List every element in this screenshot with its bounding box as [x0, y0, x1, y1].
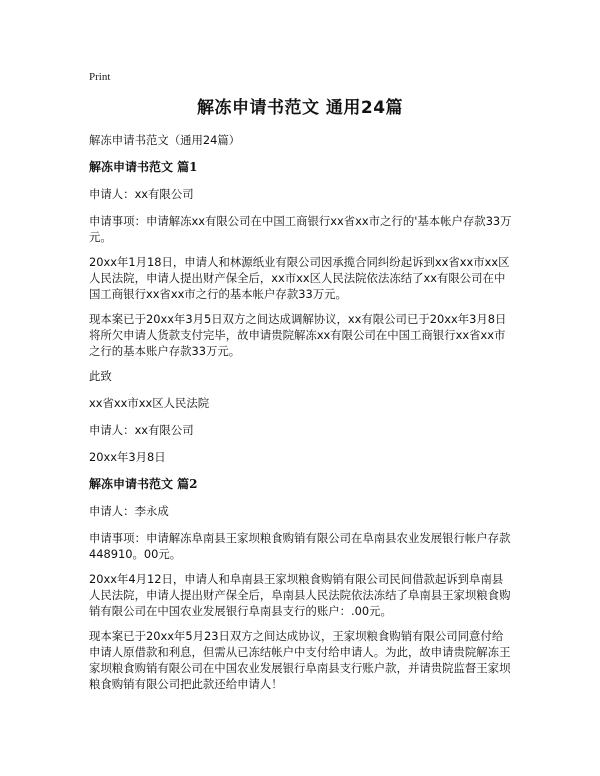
- section-heading: 解冻申请书范文 篇1: [89, 160, 198, 174]
- paragraph: 20xx年4月12日，申请人和阜南县王家坝粮食购销有限公司民间借款起诉到阜南县人民法院，申请人提出财产保全后，阜南县人民法院依法冻结了阜南县王家坝粮食购销有限公司在中国农业发展银行阜南县支行的账户：.00元。: [89, 572, 511, 618]
- paragraph: 申请人：xx有限公司: [89, 423, 194, 437]
- document-body: [89, 132, 514, 701]
- paragraph: 20xx年1月18日，申请人和林源纸业有限公司因承揽合同纠纷起诉到xx省xx市xx区人民法院，申请人提出财产保全后，xx市xx区人民法院依法冻结了xx有限公司在中国工商银行xx省xx市之行的基本帐户存款33万元。: [89, 255, 510, 301]
- paragraph: 申请事项：申请解冻阜南县王家坝粮食购销有限公司在阜南县农业发展银行帐户存款448910。00元。: [89, 531, 511, 561]
- section-2: [89, 476, 514, 692]
- print-label: Print: [89, 71, 111, 83]
- paragraph: 现本案已于20xx年3月5日双方之间达成调解协议，xx有限公司已于20xx年3月8日将所欠申请人货款支付完毕，故申请贵院解冻xx有限公司在中国工商银行xx省xx市之行的基本账户存款33万元。: [89, 312, 507, 358]
- section-heading: 解冻申请书范文 篇2: [89, 477, 198, 491]
- paragraph: 申请人：xx有限公司: [89, 187, 194, 201]
- paragraph: 现本案已于20xx年5月23日双方之间达成协议，王家坝粮食购销有限公司同意付给申请人原借款和利息，但需从已冻结帐户中支付给申请人。为此，故申请贵院解冻王家坝粮食购销有限公司在中国农业发展银行阜南县支行账户款，并请贵院监督王家坝粮食购销有限公司把此款还给申请人！: [89, 629, 511, 691]
- paragraph: 此致: [89, 369, 112, 383]
- paragraph: 申请人：李永成: [89, 504, 169, 518]
- page-title: 解冻申请书范文 通用24篇: [196, 98, 404, 118]
- paragraph: 申请事项：申请解冻xx有限公司在中国工商银行xx省xx市之行的'基本帐户存款33万元。: [89, 214, 512, 244]
- section-1: [89, 159, 514, 465]
- paragraph: 20xx年3月8日: [89, 450, 166, 464]
- paragraph: xx省xx市xx区人民法院: [89, 396, 210, 410]
- document-subtitle: 解冻申请书范文（通用24篇）: [89, 133, 241, 147]
